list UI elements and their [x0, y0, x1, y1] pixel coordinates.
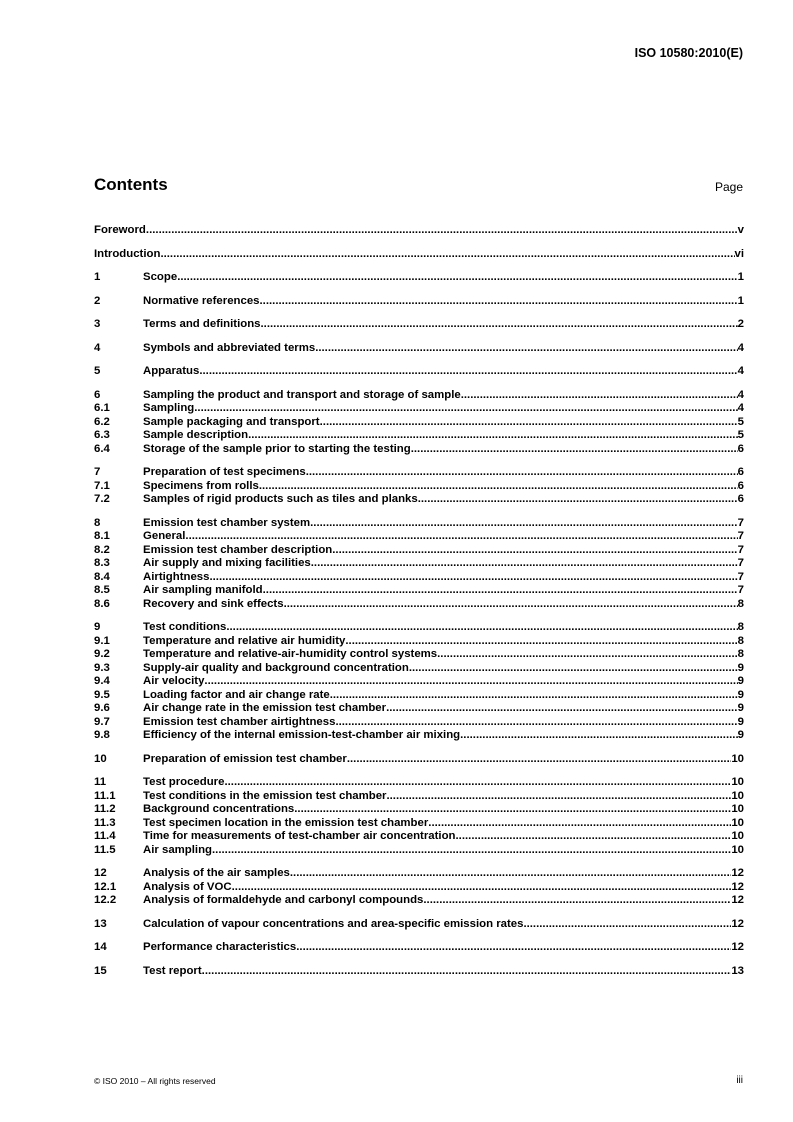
dot-leader [437, 648, 738, 662]
toc-entry[interactable] [94, 517, 744, 531]
toc-entry-title: Analysis of VOC [143, 880, 232, 893]
toc-entry-page: 6 [737, 479, 744, 492]
toc-entry-page: 9 [737, 702, 744, 714]
toc-entry-page: 4 [737, 388, 744, 401]
toc-entry-number: 10 [94, 752, 107, 765]
toc-entry-page: 10 [731, 816, 744, 829]
dot-leader [461, 389, 738, 403]
toc-entry-number: 2 [94, 294, 101, 307]
dot-leader [428, 817, 731, 831]
toc-entry-title: Temperature and relative air humidity [143, 634, 346, 647]
toc-entry-title: Performance characteristics [143, 941, 297, 953]
toc-entry-number: 9.7 [94, 715, 110, 728]
toc-entry-title: Test specimen location in the emission test chamber [143, 816, 429, 829]
dot-leader [330, 689, 738, 703]
toc-entry-title: Introduction [94, 247, 161, 260]
toc-entry[interactable] [94, 648, 744, 662]
toc-entry-title: Emission test chamber airtightness [143, 715, 336, 728]
toc-entry-page: 8 [737, 648, 744, 660]
toc-entry-number: 8.4 [94, 570, 110, 583]
toc-entry-number: 4 [94, 341, 101, 354]
dot-leader [456, 830, 732, 844]
dot-leader [523, 918, 731, 932]
toc-entry[interactable] [94, 466, 744, 480]
toc-entry-number: 12.2 [94, 894, 117, 906]
toc-entry-number: 8.5 [94, 584, 110, 596]
toc-entry-page: 9 [737, 688, 744, 701]
toc-entry-page: 1 [737, 294, 744, 307]
dot-leader [315, 342, 737, 356]
toc-entry[interactable] [94, 318, 744, 332]
toc-entry-page: 10 [731, 843, 744, 856]
dot-leader [347, 753, 732, 767]
toc-entry-number: 8.6 [94, 597, 110, 610]
toc-entry-title: Sampling the product and transport and storage of sample [143, 388, 461, 401]
toc-entry-number: 9.3 [94, 661, 110, 674]
toc-entry-page: 10 [731, 803, 744, 815]
dot-leader [199, 365, 737, 379]
dot-leader [146, 224, 738, 238]
toc-entry-number: 1 [94, 271, 101, 283]
toc-entry-page: 10 [731, 830, 744, 842]
toc-entry-title: Sample packaging and transport [143, 415, 320, 428]
toc-entry-title: Symbols and abbreviated terms [143, 341, 316, 354]
toc-entry-title: Analysis of formaldehyde and carbonyl compounds [143, 894, 424, 906]
toc-entry-title: Emission test chamber system [143, 516, 311, 529]
toc-entry[interactable] [94, 918, 744, 932]
dot-leader [232, 881, 732, 895]
toc-entry-number: 6.1 [94, 402, 110, 414]
dot-leader [386, 790, 731, 804]
toc-entry-number: 8.2 [94, 543, 110, 556]
toc-entry-title: Supply-air quality and background concentration [143, 661, 409, 674]
toc-entry-page: 7 [737, 516, 744, 529]
toc-entry[interactable] [94, 965, 744, 979]
toc-entry[interactable] [94, 803, 744, 817]
toc-entry-title: Test conditions [143, 621, 227, 633]
toc-entry[interactable] [94, 753, 744, 767]
dot-leader [460, 729, 738, 743]
toc-entry-title: General [143, 530, 186, 542]
toc-entry-number: 8 [94, 516, 101, 529]
toc-entry-page: 9 [737, 715, 744, 728]
document-code: ISO 10580:2010(E) [634, 46, 743, 60]
toc-entry[interactable] [94, 342, 744, 356]
dot-leader [160, 248, 734, 262]
toc-entry-page: 4 [737, 365, 744, 377]
toc-entry-number: 3 [94, 318, 101, 330]
toc-entry-page: 4 [737, 341, 744, 354]
toc-entry[interactable] [94, 295, 744, 309]
dot-leader [284, 598, 738, 612]
toc-entry-number: 12 [94, 867, 107, 879]
page-number: iii [736, 1075, 743, 1086]
toc-entry-page: 12 [731, 917, 744, 930]
toc-entry[interactable] [94, 830, 744, 844]
toc-entry-number: 9.4 [94, 675, 110, 687]
toc-entry-title: Test report [143, 964, 202, 977]
toc-entry-page: 4 [737, 402, 744, 414]
toc-entry-title: Test procedure [143, 776, 225, 788]
toc-entry-number: 14 [94, 941, 107, 953]
dot-leader [311, 557, 738, 571]
toc-entry-number: 11.3 [94, 816, 116, 829]
toc-entry-number: 9.8 [94, 729, 110, 741]
toc-entry-title: Apparatus [143, 365, 200, 377]
toc-entry-title: Temperature and relative-air-humidity control systems [143, 648, 438, 660]
dot-leader [423, 894, 731, 908]
toc-entry-page: 10 [731, 776, 744, 788]
toc-entry[interactable] [94, 621, 744, 635]
toc-entry-page: 5 [737, 429, 744, 441]
toc-entry-page: 8 [737, 634, 744, 647]
dot-leader [212, 844, 731, 858]
toc-entry-title: Sample description [143, 429, 249, 441]
toc-entry-number: 11.2 [94, 803, 116, 815]
toc-entry[interactable] [94, 635, 744, 649]
toc-entry-number: 11.5 [94, 843, 116, 856]
toc-entry-page: 6 [737, 466, 744, 478]
toc-entry-number: 9.1 [94, 634, 110, 647]
toc-entry[interactable] [94, 271, 744, 285]
toc-entry[interactable] [94, 894, 744, 908]
dot-leader [296, 941, 731, 955]
page-column-label: Page [714, 180, 743, 194]
toc-entry-number: 6.3 [94, 429, 110, 441]
dot-leader [260, 295, 738, 309]
toc-entry-number: 11 [94, 776, 107, 788]
toc-entry-page: 10 [731, 752, 744, 765]
toc-entry-page: 2 [737, 318, 744, 330]
toc-entry-page: vi [734, 247, 744, 260]
toc-entry-number: 6.4 [94, 442, 110, 455]
dot-leader [294, 803, 731, 817]
dot-leader [306, 466, 738, 480]
toc-entry-title: Sampling [143, 402, 195, 414]
dot-leader [418, 493, 738, 507]
toc-entry[interactable] [94, 402, 744, 416]
toc-entry-page: 7 [737, 557, 744, 569]
dot-leader [224, 776, 731, 790]
toc-entry[interactable] [94, 416, 744, 430]
toc-entry-title: Test conditions in the emission test chamber [143, 789, 387, 802]
dot-leader [290, 867, 731, 881]
dot-leader [226, 621, 737, 635]
toc-entry[interactable] [94, 248, 744, 262]
toc-entry[interactable] [94, 224, 744, 238]
dot-leader [335, 716, 737, 730]
toc-entry-page: 6 [737, 442, 744, 455]
toc-entry[interactable] [94, 571, 744, 585]
toc-entry-number: 11.1 [94, 789, 116, 802]
toc-entry-title: Air sampling manifold [143, 584, 263, 596]
toc-entry-page: 9 [737, 729, 744, 741]
toc-entry[interactable] [94, 584, 744, 598]
toc-entry-page: 10 [731, 789, 744, 802]
toc-entry[interactable] [94, 429, 744, 443]
toc-entry-page: 7 [737, 584, 744, 596]
dot-leader [411, 443, 738, 457]
dot-leader [248, 429, 738, 443]
dot-leader [409, 662, 738, 676]
toc-entry[interactable] [94, 365, 744, 379]
toc-entry-number: 6.2 [94, 415, 110, 428]
toc-entry-number: 7 [94, 466, 101, 478]
dot-leader [202, 965, 732, 979]
toc-entry-number: 6 [94, 388, 101, 401]
toc-entry[interactable] [94, 662, 744, 676]
dot-leader [332, 544, 737, 558]
dot-leader [209, 571, 737, 585]
toc-entry-page: 5 [737, 415, 744, 428]
toc-entry-number: 8.3 [94, 557, 110, 569]
toc-entry[interactable] [94, 675, 744, 689]
toc-entry-title: Calculation of vapour concentrations and area-specific emission rates [143, 917, 524, 930]
toc-entry-title: Specimens from rolls [143, 479, 259, 492]
dot-leader [204, 675, 737, 689]
dot-leader [194, 402, 737, 416]
table-of-contents [94, 224, 744, 978]
toc-entry-title: Scope [143, 271, 178, 283]
toc-entry-page: 8 [737, 597, 744, 610]
toc-entry-title: Analysis of the air samples [143, 867, 290, 879]
toc-entry[interactable] [94, 881, 744, 895]
toc-entry-page: 8 [737, 621, 744, 633]
toc-entry[interactable] [94, 844, 744, 858]
toc-entry-title: Air supply and mixing facilities [143, 557, 311, 569]
toc-entry-title: Emission test chamber description [143, 543, 333, 556]
toc-entry-title: Air velocity [143, 675, 205, 687]
toc-entry-page: 7 [737, 530, 744, 542]
toc-entry[interactable] [94, 480, 744, 494]
toc-entry[interactable] [94, 530, 744, 544]
toc-entry-title: Preparation of test specimens [143, 466, 306, 478]
toc-entry[interactable] [94, 776, 744, 790]
toc-entry-title: Preparation of emission test chamber [143, 752, 347, 765]
dot-leader [259, 480, 738, 494]
toc-entry[interactable] [94, 493, 744, 507]
toc-entry-title: Airtightness [143, 570, 210, 583]
toc-entry[interactable] [94, 689, 744, 703]
toc-entry[interactable] [94, 867, 744, 881]
toc-entry-page: 1 [737, 271, 744, 283]
toc-entry-number: 7.1 [94, 479, 110, 492]
dot-leader [185, 530, 737, 544]
toc-entry[interactable] [94, 544, 744, 558]
toc-entry-number: 7.2 [94, 493, 110, 505]
toc-entry-number: 15 [94, 964, 107, 977]
toc-entry-number: 9 [94, 621, 101, 633]
toc-entry-page: 12 [731, 867, 744, 879]
toc-entry-title: Air sampling [143, 843, 212, 856]
toc-entry-page: 13 [731, 964, 744, 977]
dot-leader [261, 318, 738, 332]
toc-entry-page: 7 [737, 570, 744, 583]
toc-entry-title: Recovery and sink effects [143, 597, 284, 610]
dot-leader [310, 517, 738, 531]
dot-leader [263, 584, 738, 598]
toc-entry-title: Terms and definitions [143, 318, 261, 330]
toc-entry-number: 5 [94, 365, 101, 377]
toc-entry-page: v [737, 224, 744, 236]
toc-entry[interactable] [94, 729, 744, 743]
toc-entry[interactable] [94, 389, 744, 403]
toc-entry[interactable] [94, 598, 744, 612]
toc-entry[interactable] [94, 790, 744, 804]
toc-entry-number: 8.1 [94, 530, 110, 542]
toc-entry-number: 9.6 [94, 702, 110, 714]
toc-entry[interactable] [94, 941, 744, 955]
copyright-notice: © ISO 2010 – All rights reserved [94, 1076, 216, 1086]
toc-entry-page: 9 [737, 675, 744, 687]
toc-entry-number: 9.5 [94, 688, 110, 701]
toc-entry-title: Time for measurements of test-chamber air concentration [143, 830, 456, 842]
toc-entry-title: Background concentrations [143, 803, 295, 815]
dot-leader [320, 416, 738, 430]
toc-entry-number: 12.1 [94, 880, 117, 893]
dot-leader [345, 635, 737, 649]
toc-entry-title: Normative references [143, 294, 260, 307]
contents-title: Contents [94, 175, 168, 194]
toc-entry-title: Air change rate in the emission test chamber [143, 702, 387, 714]
toc-entry[interactable] [94, 817, 744, 831]
toc-entry-title: Samples of rigid products such as tiles and planks [143, 493, 418, 505]
toc-entry-number: 11.4 [94, 830, 116, 842]
toc-entry-page: 12 [731, 941, 744, 953]
toc-entry[interactable] [94, 716, 744, 730]
toc-entry[interactable] [94, 443, 744, 457]
toc-entry-page: 9 [737, 661, 744, 674]
toc-entry-title: Loading factor and air change rate [143, 688, 330, 701]
toc-entry-page: 12 [731, 894, 744, 906]
toc-entry-title: Efficiency of the internal emission-test-chamber air mixing [143, 729, 461, 741]
toc-entry[interactable] [94, 557, 744, 571]
dot-leader [386, 702, 738, 716]
dot-leader [177, 271, 737, 285]
toc-entry-number: 9.2 [94, 648, 110, 660]
toc-entry-title: Storage of the sample prior to starting the testing [143, 442, 411, 455]
toc-entry-page: 12 [731, 880, 744, 893]
toc-entry-number: 13 [94, 917, 107, 930]
toc-entry-page: 6 [737, 493, 744, 505]
toc-entry[interactable] [94, 702, 744, 716]
toc-entry-page: 7 [737, 543, 744, 556]
toc-entry-title: Foreword [94, 224, 146, 236]
